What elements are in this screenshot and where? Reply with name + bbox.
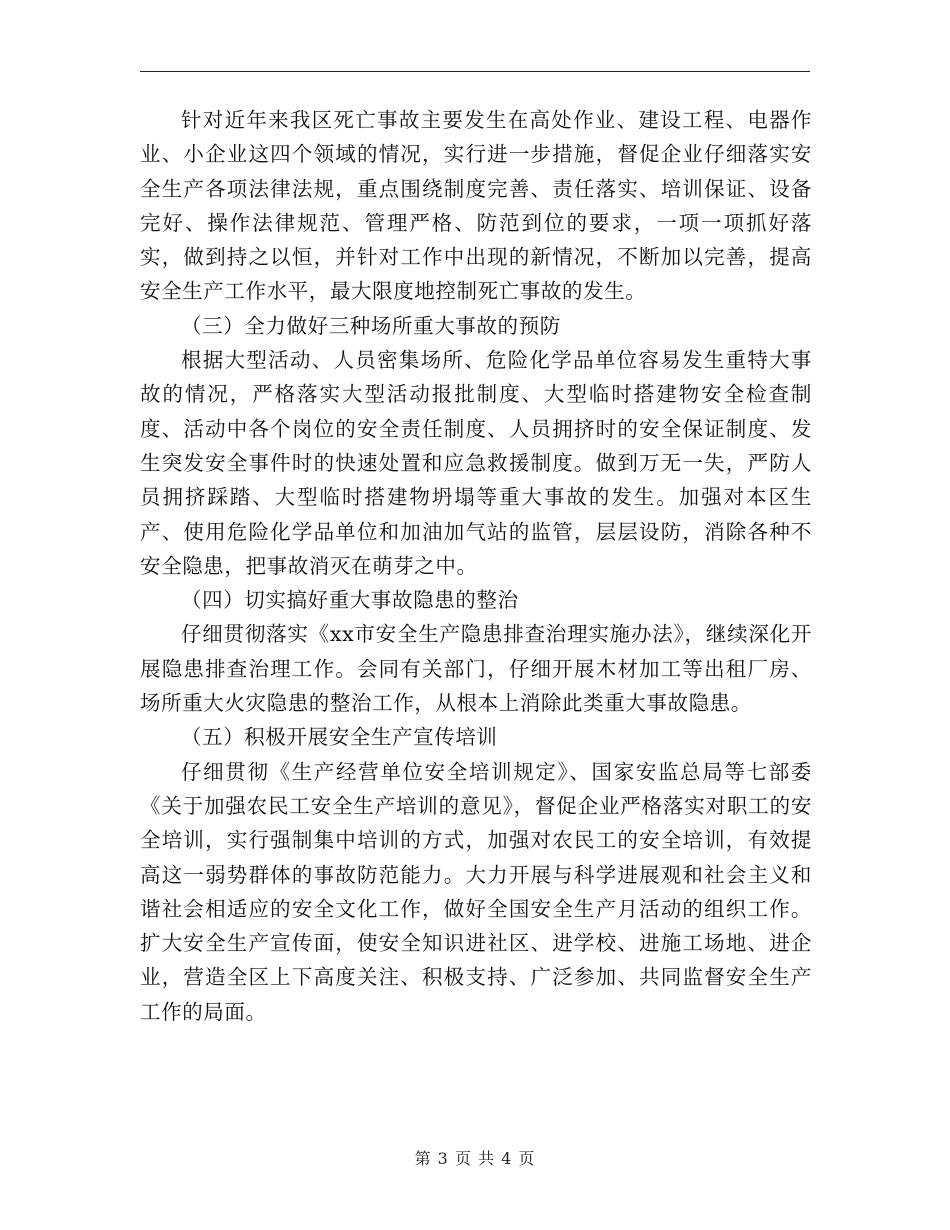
footer-suffix: 页 (512, 1149, 536, 1168)
footer-prefix: 第 (414, 1149, 438, 1168)
paragraph-safety-training: 仔细贯彻《生产经营单位安全培训规定》、国家安监总局等七部委《关于加强农民工安全生产培训的意见》，督促企业严格落实对职工的安全培训，实行强制集中培训的方式，加强对农民工的安全培训，有效提高这一弱势群体的事故防范能力。大力开展与科学进展观和社会主义和谐社会相适应的安全文化工作，做好全国安全生产月活动的组织工作。扩大安全生产宣传面，使安全知识进社区、进学校、进施工场地、进企业，营造全区上下高度关注、积极支持、广泛参加、共同监督安全生产工作的局面。 (140, 759, 812, 1024)
section-heading-3: （三）全力做好三种场所重大事故的预防 (181, 313, 561, 338)
body-text (140, 103, 812, 1029)
footer-current-page: 3 (437, 1149, 449, 1168)
paragraph-three-venues-prevention: 根据大型活动、人员密集场所、危险化学品单位容易发生重特大事故的情况，严格落实大型活动报批制度、大型临时搭建物安全检查制度、活动中各个岗位的安全责任制度、人员拥挤时的安全保证制度、发生突发安全事件时的快速处置和应急救援制度。做到万无一失，严防人员拥挤踩踏、大型临时搭建物坍塌等重大事故的发生。加强对本区生产、使用危险化学品单位和加油加气站的监管，层层设防，消除各种不安全隐患，把事故消灭在萌芽之中。 (140, 348, 812, 578)
section-heading-4: （四）切实搞好重大事故隐患的整治 (181, 588, 519, 613)
section-heading-5: （五）积极开展安全生产宣传培训 (181, 725, 498, 750)
page-footer (0, 1146, 950, 1169)
paragraph-hazard-rectification: 仔细贯彻落实《xx市安全生产隐患排查治理实施办法》，继续深化开展隐患排查治理工作。会同有关部门，仔细开展木材加工等出租厂房、场所重大火灾隐患的整治工作，从根本上消除此类重大事故隐患。 (140, 622, 812, 716)
header-rule (140, 71, 810, 72)
footer-total-pages: 4 (501, 1149, 513, 1168)
footer-middle: 页 共 (448, 1149, 502, 1168)
paragraph-death-accident-measures: 针对近年来我区死亡事故主要发生在高处作业、建设工程、电器作业、小企业这四个领域的情况，实行进一步措施，督促企业仔细落实安全生产各项法律法规，重点围绕制度完善、责任落实、培训保证、设备完好、操作法律规范、管理严格、防范到位的要求，一项一项抓好落实，做到持之以恒，并针对工作中出现的新情况，不断加以完善，提高安全生产工作水平，最大限度地控制死亡事故的发生。 (140, 108, 812, 304)
